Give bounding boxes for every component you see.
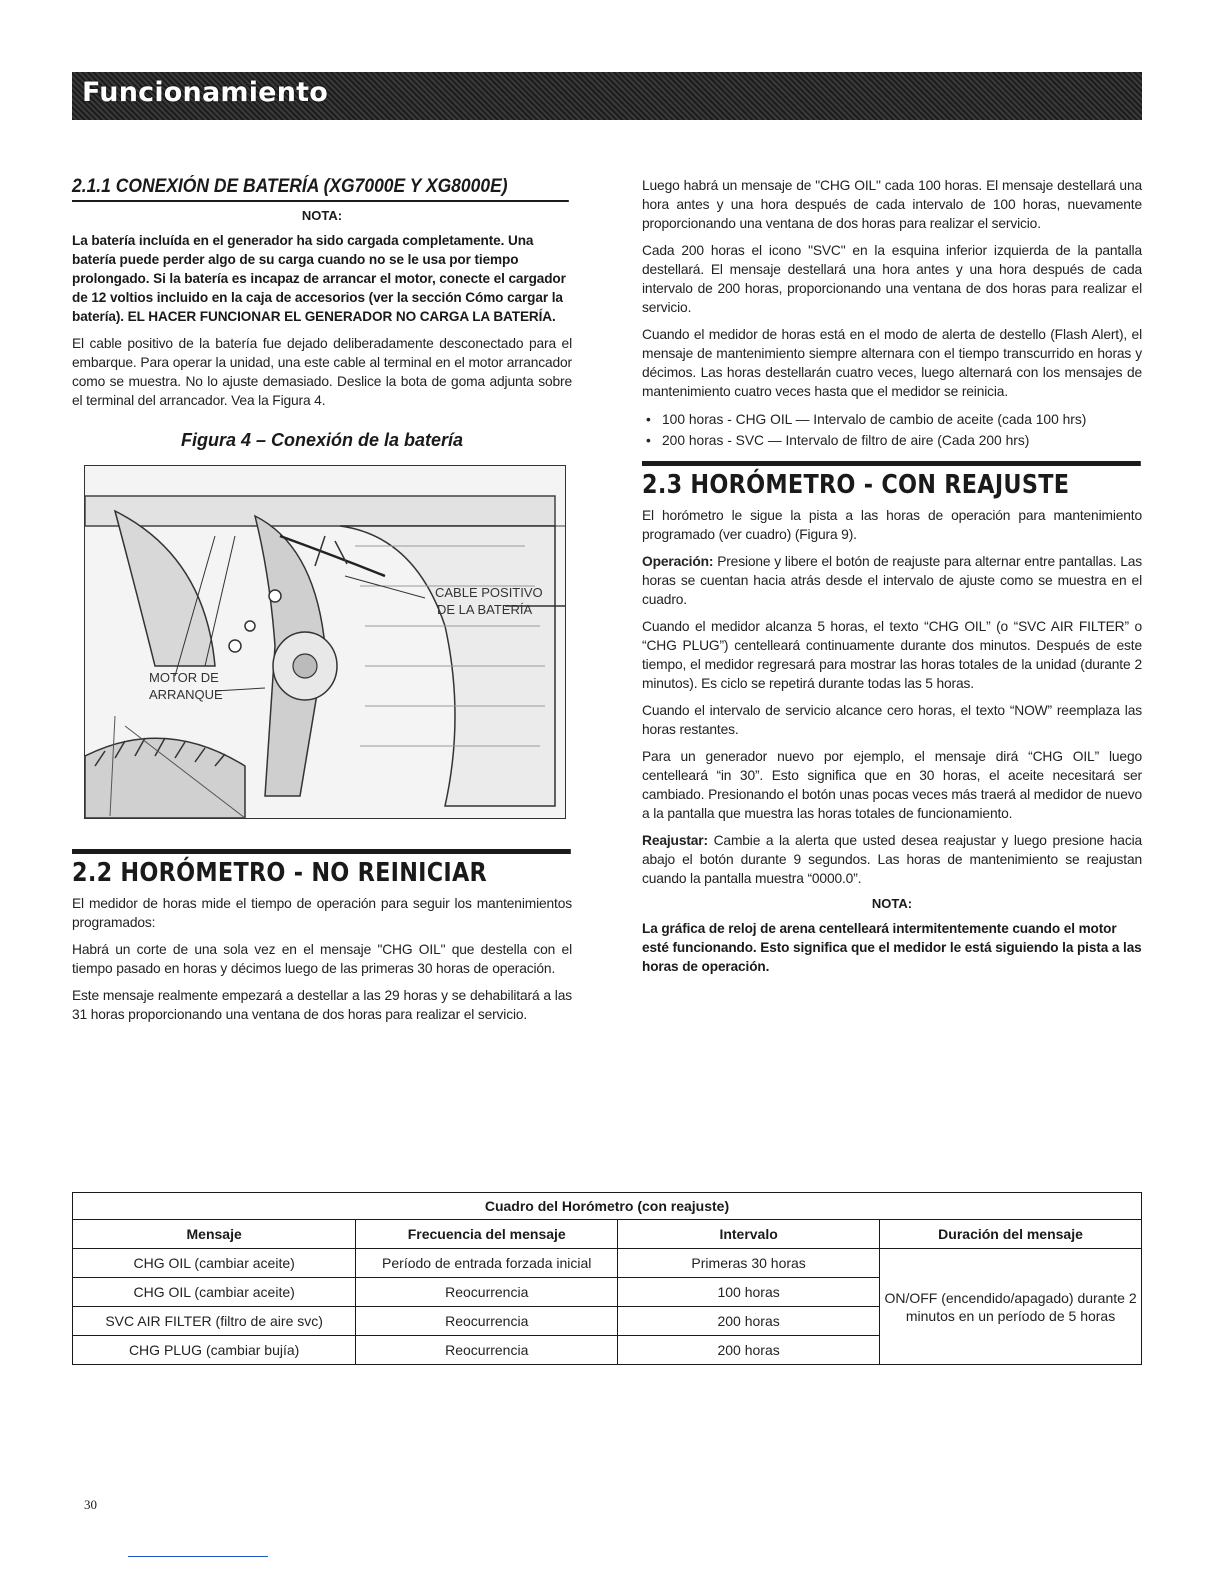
header-bar: [72, 72, 1142, 120]
page-number: 30: [84, 1497, 97, 1512]
table-cell: CHG OIL (cambiar aceite): [73, 1249, 356, 1278]
figure-caption: Figura 4 – Conexión de la batería: [180, 430, 464, 450]
data-table: [72, 1192, 1142, 1365]
table-cell: Reocurrencia: [356, 1336, 618, 1365]
nota-label: NOTA:: [871, 896, 913, 911]
section-2-2-title: 2.2 HORÓMETRO - NO REINICIAR: [72, 849, 571, 888]
table-row: [73, 1249, 1142, 1278]
chg-oil-paragraph: Luego habrá un mensaje de "CHG OIL" cada 100 horas. El mensaje destellará una hora antes y una hora después de cada intervalo de 100 horas, nuevamente proporcionando una ventana de dos horas para realizar el servicio.: [642, 178, 1142, 231]
operacion-text: Presione y libere el botón de reajuste para alternar entre pantallas. Las horas se cuentan hacia atrás desde el intervalo de ajuste como se muestra en el cuadro.: [642, 554, 1143, 607]
section-2-1-1-title: 2.1.1 CONEXIÓN DE BATERÍA (XG7000E Y XG8000E): [72, 176, 569, 202]
footer-line: [128, 1556, 268, 1557]
table-cell: CHG PLUG (cambiar bujía): [73, 1336, 356, 1365]
duration-cell: ON/OFF (encendido/apagado) durante 2 minutos en un período de 5 horas: [880, 1249, 1142, 1365]
table-cell: SVC AIR FILTER (filtro de aire svc): [73, 1307, 356, 1336]
horometro-paragraph-2: Habrá un corte de una sola vez en el mensaje "CHG OIL" que destella con el tiempo pasado en horas y décimos luego de las primeras 30 horas de operación.: [72, 942, 572, 976]
nota-text: La gráfica de reloj de arena centelleará intermitentemente cuando el motor esté funcionando. Esto significa que el medidor le está siguiendo la pista a las horas de operación.: [642, 921, 1142, 974]
example-paragraph: Para un generador nuevo por ejemplo, el mensaje dirá “CHG OIL” luego centelleará “in 30”. Esto significa que en 30 horas, el aceite necesitará ser cambiado. Presionando el botón unas pocas veces más traerá al medidor de nuevo a la pantalla que muestra las horas totales de funcionamiento.: [642, 749, 1142, 821]
interval-list: [642, 409, 1142, 451]
operacion-label: Operación:: [642, 554, 714, 569]
right-column: [642, 176, 1142, 984]
now-paragraph: Cuando el intervalo de servicio alcance cero horas, el texto “NOW” reemplaza las horas restantes.: [642, 703, 1142, 737]
column-header: Duración del mensaje: [880, 1220, 1142, 1249]
table-cell: Reocurrencia: [356, 1307, 618, 1336]
table-cell: Reocurrencia: [356, 1278, 618, 1307]
horometro-paragraph-1: El medidor de horas mide el tiempo de operación para seguir los mantenimientos programados:: [72, 896, 572, 930]
label-motor-arranque: MOTOR DE ARRANQUE: [149, 670, 223, 702]
left-column: [72, 176, 572, 1032]
table-cell: 200 horas: [618, 1307, 880, 1336]
nota-label: NOTA:: [301, 208, 343, 223]
battery-paragraph: El cable positivo de la batería fue dejado deliberadamente desconectado para el embarque. Para operar la unidad, una este cable al terminal en el motor arrancador como se muestra. No lo ajuste demasiado. Deslice la bota de goma adjunta sobre el terminal del arrancador. Vea la Figura 4.: [72, 336, 572, 408]
page-title: Funcionamiento: [82, 77, 328, 108]
reajustar-label: Reajustar:: [642, 833, 708, 848]
table-cell: 100 horas: [618, 1278, 880, 1307]
flash-alert-paragraph: Cuando el medidor de horas está en el modo de alerta de destello (Flash Alert), el mensaje de mantenimiento siempre alternara con el tiempo transcurrido en horas y décimos. Las horas destellarán cuatro veces, luego alternará con los mensajes de mantenimiento cuatro veces hasta que el medidor se reinicia.: [642, 327, 1142, 399]
battery-connection-figure: [84, 465, 566, 819]
table-cell: Período de entrada forzada inicial: [356, 1249, 618, 1278]
table-cell: CHG OIL (cambiar aceite): [73, 1278, 356, 1307]
engine-illustration: [85, 466, 565, 818]
operacion-paragraph: [642, 552, 1142, 609]
reajustar-text: Cambie a la alerta que usted desea reajustar y luego presione hacia abajo el botón durante 9 segundos. Las horas de mantenimiento se reajustan cuando la pantalla muestra “0000.0”.: [642, 833, 1143, 886]
column-header: Mensaje: [73, 1220, 356, 1249]
label-cable-positivo: CABLE POSITIVO DE LA BATERÍA: [435, 585, 543, 617]
horometro-table: [72, 1192, 1142, 1365]
reajuste-intro: El horómetro le sigue la pista a las horas de operación para mantenimiento programado (ver cuadro) (Figura 9).: [642, 508, 1142, 542]
nota-text: La batería incluída en el generador ha sido cargada completamente. Una batería puede perder algo de su carga cuando no se le usa por tiempo prolongado. Si la batería es incapaz de arrancar el motor, conecte el cargador de 12 voltios incluido en la caja de accesorios (ver la sección Cómo cargar la batería). EL HACER FUNCIONAR EL GENERADOR NO CARGA LA BATERÍA.: [72, 233, 566, 324]
section-2-3-title: 2.3 HORÓMETRO - CON REAJUSTE: [642, 461, 1141, 500]
table-cell: Primeras 30 horas: [618, 1249, 880, 1278]
reajustar-paragraph: [642, 831, 1142, 888]
list-item: • 100 horas - CHG OIL — Intervalo de cambio de aceite (cada 100 hrs): [642, 409, 1142, 430]
list-item: • 200 horas - SVC — Intervalo de filtro de aire (Cada 200 hrs): [642, 430, 1142, 451]
table-cell: 200 horas: [618, 1336, 880, 1365]
table-caption: Cuadro del Horómetro (con reajuste): [73, 1193, 1142, 1220]
column-header: Intervalo: [618, 1220, 880, 1249]
svc-paragraph: Cada 200 horas el icono "SVC" en la esquina inferior izquierda de la pantalla destellará. El mensaje destellará una hora antes y una hora después de cada intervalo de 200 horas, proporcionando una ventana de dos horas para realizar el servicio.: [642, 243, 1142, 315]
column-header: Frecuencia del mensaje: [356, 1220, 618, 1249]
horometro-paragraph-3: Este mensaje realmente empezará a destellar a las 29 horas y se dehabilitará a las 31 horas proporcionando una ventana de dos horas para realizar el servicio.: [72, 988, 572, 1022]
five-hours-paragraph: Cuando el medidor alcanza 5 horas, el texto “CHG OIL” (o “SVC AIR FILTER” o “CHG PLUG”) centelleará continuamente durante dos minutos. Después de este tiempo, el medidor regresará para mostrar las horas totales de la unidad (durante 2 minutos). Es ciclo se repetirá durante todas las 5 horas.: [642, 619, 1142, 691]
